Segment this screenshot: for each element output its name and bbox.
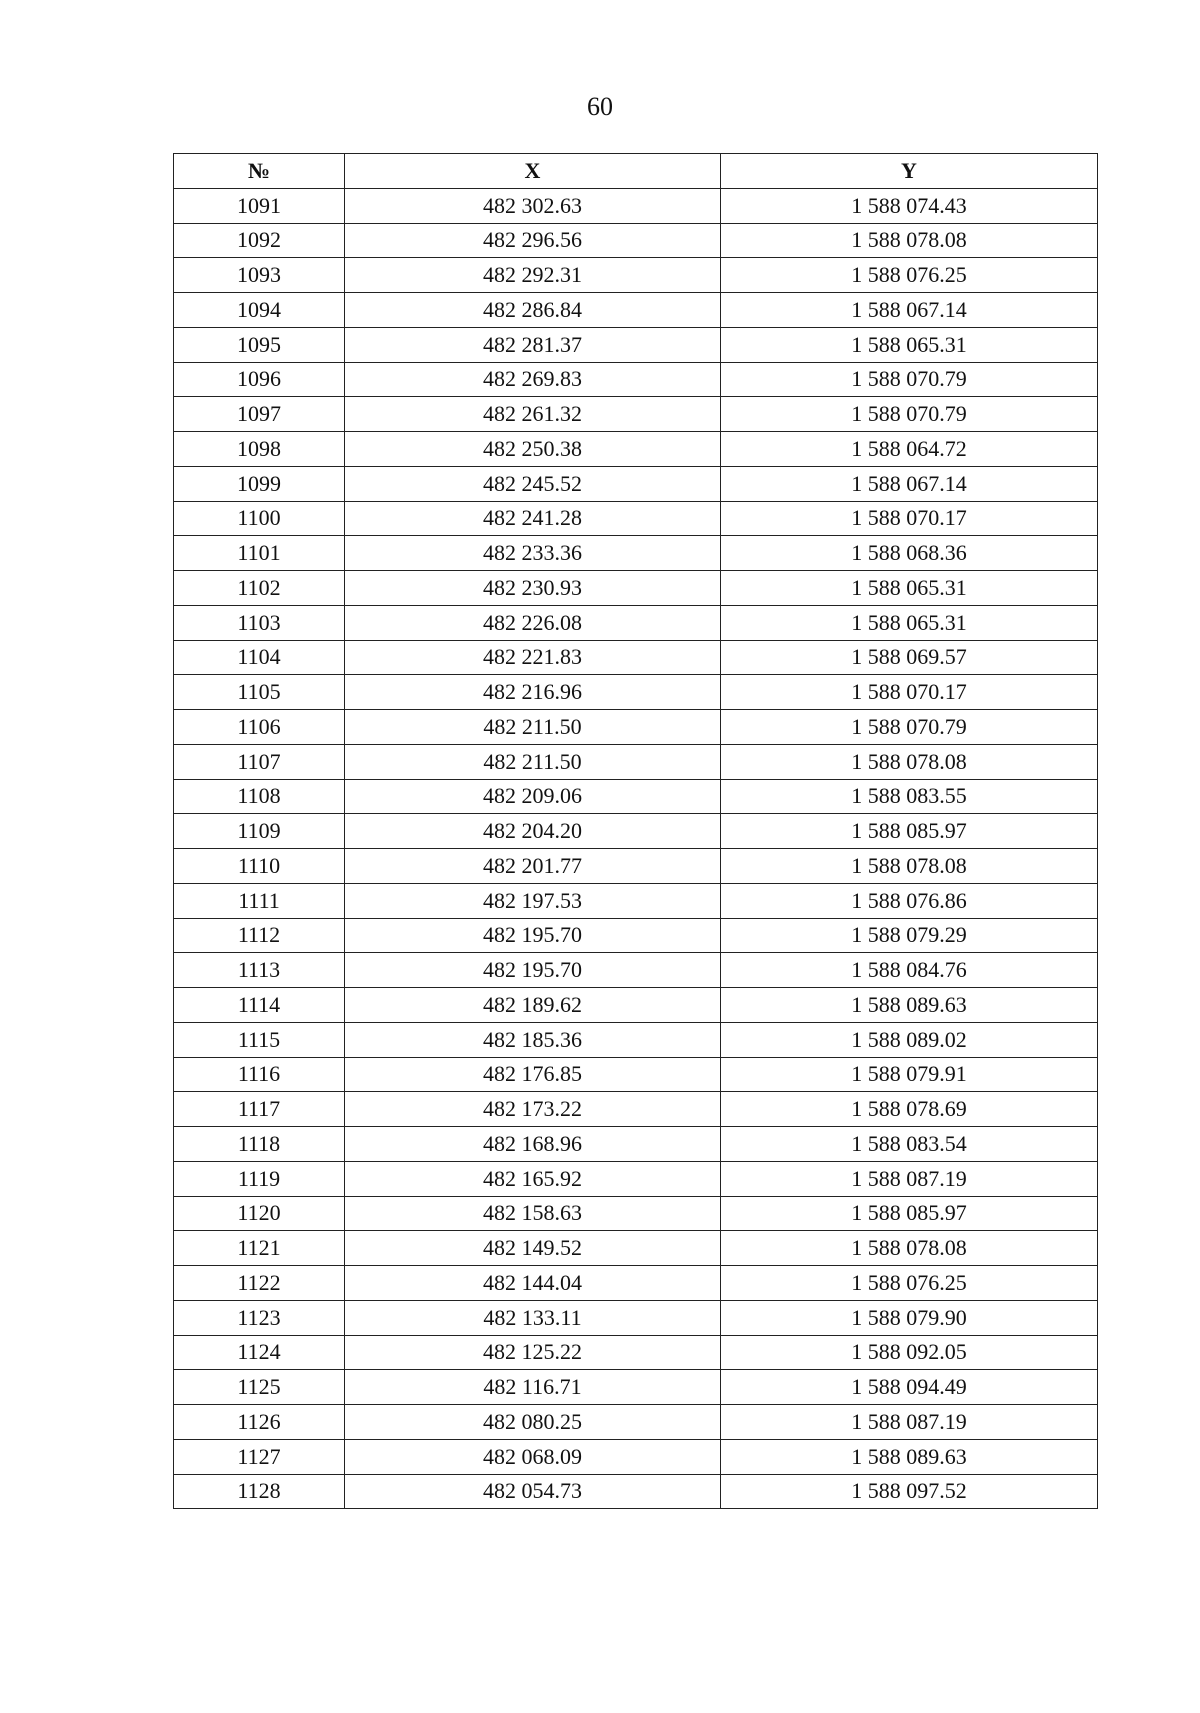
table-row: [174, 1405, 1098, 1440]
row-number-cell: 1128: [174, 1474, 345, 1509]
row-number-cell: 1120: [174, 1196, 345, 1231]
row-number-cell: 1095: [174, 327, 345, 362]
page-number: 60: [587, 92, 613, 121]
y-coordinate-cell: 1 588 083.55: [721, 779, 1098, 814]
table-row: [174, 1439, 1098, 1474]
header-y: Y: [721, 154, 1098, 189]
table-row: [174, 362, 1098, 397]
header-x: X: [345, 154, 721, 189]
row-number-cell: 1109: [174, 814, 345, 849]
y-coordinate-cell: 1 588 078.08: [721, 849, 1098, 884]
table-row: [174, 536, 1098, 571]
row-number-cell: 1100: [174, 501, 345, 536]
y-coordinate-cell: 1 588 067.14: [721, 293, 1098, 328]
x-coordinate-cell: 482 116.71: [345, 1370, 721, 1405]
y-coordinate-cell: 1 588 079.91: [721, 1057, 1098, 1092]
x-coordinate-cell: 482 165.92: [345, 1161, 721, 1196]
x-coordinate-cell: 482 241.28: [345, 501, 721, 536]
x-coordinate-cell: 482 261.32: [345, 397, 721, 432]
table-header-row: [174, 154, 1098, 189]
row-number-cell: 1096: [174, 362, 345, 397]
row-number-cell: 1123: [174, 1300, 345, 1335]
table-row: [174, 744, 1098, 779]
y-coordinate-cell: 1 588 068.36: [721, 536, 1098, 571]
y-coordinate-cell: 1 588 070.17: [721, 675, 1098, 710]
table-row: [174, 293, 1098, 328]
table-row: [174, 849, 1098, 884]
y-coordinate-cell: 1 588 070.79: [721, 362, 1098, 397]
table-row: [174, 675, 1098, 710]
table-row: [174, 188, 1098, 223]
x-coordinate-cell: 482 195.70: [345, 918, 721, 953]
y-coordinate-cell: 1 588 070.17: [721, 501, 1098, 536]
row-number-cell: 1101: [174, 536, 345, 571]
y-coordinate-cell: 1 588 070.79: [721, 710, 1098, 745]
y-coordinate-cell: 1 588 089.02: [721, 1022, 1098, 1057]
x-coordinate-cell: 482 233.36: [345, 536, 721, 571]
row-number-cell: 1116: [174, 1057, 345, 1092]
y-coordinate-cell: 1 588 079.29: [721, 918, 1098, 953]
row-number-cell: 1124: [174, 1335, 345, 1370]
row-number-cell: 1102: [174, 571, 345, 606]
table-row: [174, 397, 1098, 432]
table-row: [174, 1231, 1098, 1266]
x-coordinate-cell: 482 211.50: [345, 744, 721, 779]
x-coordinate-cell: 482 068.09: [345, 1439, 721, 1474]
x-coordinate-cell: 482 216.96: [345, 675, 721, 710]
x-coordinate-cell: 482 204.20: [345, 814, 721, 849]
y-coordinate-cell: 1 588 070.79: [721, 397, 1098, 432]
table-row: [174, 501, 1098, 536]
row-number-cell: 1121: [174, 1231, 345, 1266]
x-coordinate-cell: 482 197.53: [345, 883, 721, 918]
table-row: [174, 605, 1098, 640]
x-coordinate-cell: 482 144.04: [345, 1266, 721, 1301]
y-coordinate-cell: 1 588 079.90: [721, 1300, 1098, 1335]
table-row: [174, 883, 1098, 918]
y-coordinate-cell: 1 588 069.57: [721, 640, 1098, 675]
row-number-cell: 1126: [174, 1405, 345, 1440]
table-row: [174, 432, 1098, 467]
y-coordinate-cell: 1 588 067.14: [721, 466, 1098, 501]
x-coordinate-cell: 482 185.36: [345, 1022, 721, 1057]
y-coordinate-cell: 1 588 065.31: [721, 571, 1098, 606]
x-coordinate-cell: 482 125.22: [345, 1335, 721, 1370]
x-coordinate-cell: 482 149.52: [345, 1231, 721, 1266]
table-row: [174, 258, 1098, 293]
table-row: [174, 710, 1098, 745]
row-number-cell: 1108: [174, 779, 345, 814]
y-coordinate-cell: 1 588 083.54: [721, 1127, 1098, 1162]
row-number-cell: 1099: [174, 466, 345, 501]
x-coordinate-cell: 482 230.93: [345, 571, 721, 606]
table-row: [174, 1092, 1098, 1127]
row-number-cell: 1113: [174, 953, 345, 988]
row-number-cell: 1092: [174, 223, 345, 258]
header-number: №: [174, 154, 345, 189]
x-coordinate-cell: 482 269.83: [345, 362, 721, 397]
table-row: [174, 779, 1098, 814]
table-row: [174, 1474, 1098, 1509]
row-number-cell: 1094: [174, 293, 345, 328]
y-coordinate-cell: 1 588 076.86: [721, 883, 1098, 918]
y-coordinate-cell: 1 588 076.25: [721, 258, 1098, 293]
table-row: [174, 814, 1098, 849]
table-row: [174, 223, 1098, 258]
table-row: [174, 1335, 1098, 1370]
x-coordinate-cell: 482 281.37: [345, 327, 721, 362]
table-row: [174, 1022, 1098, 1057]
row-number-cell: 1107: [174, 744, 345, 779]
row-number-cell: 1093: [174, 258, 345, 293]
row-number-cell: 1091: [174, 188, 345, 223]
table-row: [174, 1057, 1098, 1092]
row-number-cell: 1118: [174, 1127, 345, 1162]
row-number-cell: 1105: [174, 675, 345, 710]
row-number-cell: 1117: [174, 1092, 345, 1127]
y-coordinate-cell: 1 588 074.43: [721, 188, 1098, 223]
table-row: [174, 1127, 1098, 1162]
row-number-cell: 1097: [174, 397, 345, 432]
x-coordinate-cell: 482 168.96: [345, 1127, 721, 1162]
table-row: [174, 1370, 1098, 1405]
table-row: [174, 1266, 1098, 1301]
table-row: [174, 1196, 1098, 1231]
row-number-cell: 1103: [174, 605, 345, 640]
x-coordinate-cell: 482 211.50: [345, 710, 721, 745]
x-coordinate-cell: 482 201.77: [345, 849, 721, 884]
row-number-cell: 1115: [174, 1022, 345, 1057]
y-coordinate-cell: 1 588 089.63: [721, 1439, 1098, 1474]
table-row: [174, 988, 1098, 1023]
x-coordinate-cell: 482 080.25: [345, 1405, 721, 1440]
x-coordinate-cell: 482 302.63: [345, 188, 721, 223]
table-row: [174, 1300, 1098, 1335]
table-row: [174, 918, 1098, 953]
x-coordinate-cell: 482 158.63: [345, 1196, 721, 1231]
y-coordinate-cell: 1 588 078.08: [721, 744, 1098, 779]
y-coordinate-cell: 1 588 089.63: [721, 988, 1098, 1023]
row-number-cell: 1127: [174, 1439, 345, 1474]
x-coordinate-cell: 482 176.85: [345, 1057, 721, 1092]
x-coordinate-cell: 482 245.52: [345, 466, 721, 501]
x-coordinate-cell: 482 226.08: [345, 605, 721, 640]
row-number-cell: 1122: [174, 1266, 345, 1301]
table-row: [174, 640, 1098, 675]
y-coordinate-cell: 1 588 085.97: [721, 1196, 1098, 1231]
row-number-cell: 1119: [174, 1161, 345, 1196]
y-coordinate-cell: 1 588 087.19: [721, 1405, 1098, 1440]
row-number-cell: 1111: [174, 883, 345, 918]
y-coordinate-cell: 1 588 076.25: [721, 1266, 1098, 1301]
x-coordinate-cell: 482 286.84: [345, 293, 721, 328]
row-number-cell: 1106: [174, 710, 345, 745]
x-coordinate-cell: 482 296.56: [345, 223, 721, 258]
row-number-cell: 1098: [174, 432, 345, 467]
x-coordinate-cell: 482 054.73: [345, 1474, 721, 1509]
y-coordinate-cell: 1 588 064.72: [721, 432, 1098, 467]
x-coordinate-cell: 482 209.06: [345, 779, 721, 814]
y-coordinate-cell: 1 588 094.49: [721, 1370, 1098, 1405]
table-row: [174, 466, 1098, 501]
coordinates-table: [173, 153, 1098, 1509]
table-row: [174, 1161, 1098, 1196]
table-row: [174, 327, 1098, 362]
row-number-cell: 1104: [174, 640, 345, 675]
table-row: [174, 953, 1098, 988]
x-coordinate-cell: 482 173.22: [345, 1092, 721, 1127]
y-coordinate-cell: 1 588 065.31: [721, 605, 1098, 640]
y-coordinate-cell: 1 588 078.69: [721, 1092, 1098, 1127]
x-coordinate-cell: 482 250.38: [345, 432, 721, 467]
row-number-cell: 1125: [174, 1370, 345, 1405]
x-coordinate-cell: 482 292.31: [345, 258, 721, 293]
y-coordinate-cell: 1 588 085.97: [721, 814, 1098, 849]
table-body: [174, 188, 1098, 1509]
x-coordinate-cell: 482 189.62: [345, 988, 721, 1023]
row-number-cell: 1114: [174, 988, 345, 1023]
y-coordinate-cell: 1 588 092.05: [721, 1335, 1098, 1370]
y-coordinate-cell: 1 588 078.08: [721, 223, 1098, 258]
table-row: [174, 571, 1098, 606]
y-coordinate-cell: 1 588 078.08: [721, 1231, 1098, 1266]
y-coordinate-cell: 1 588 087.19: [721, 1161, 1098, 1196]
y-coordinate-cell: 1 588 065.31: [721, 327, 1098, 362]
row-number-cell: 1112: [174, 918, 345, 953]
x-coordinate-cell: 482 133.11: [345, 1300, 721, 1335]
x-coordinate-cell: 482 221.83: [345, 640, 721, 675]
y-coordinate-cell: 1 588 084.76: [721, 953, 1098, 988]
row-number-cell: 1110: [174, 849, 345, 884]
y-coordinate-cell: 1 588 097.52: [721, 1474, 1098, 1509]
x-coordinate-cell: 482 195.70: [345, 953, 721, 988]
